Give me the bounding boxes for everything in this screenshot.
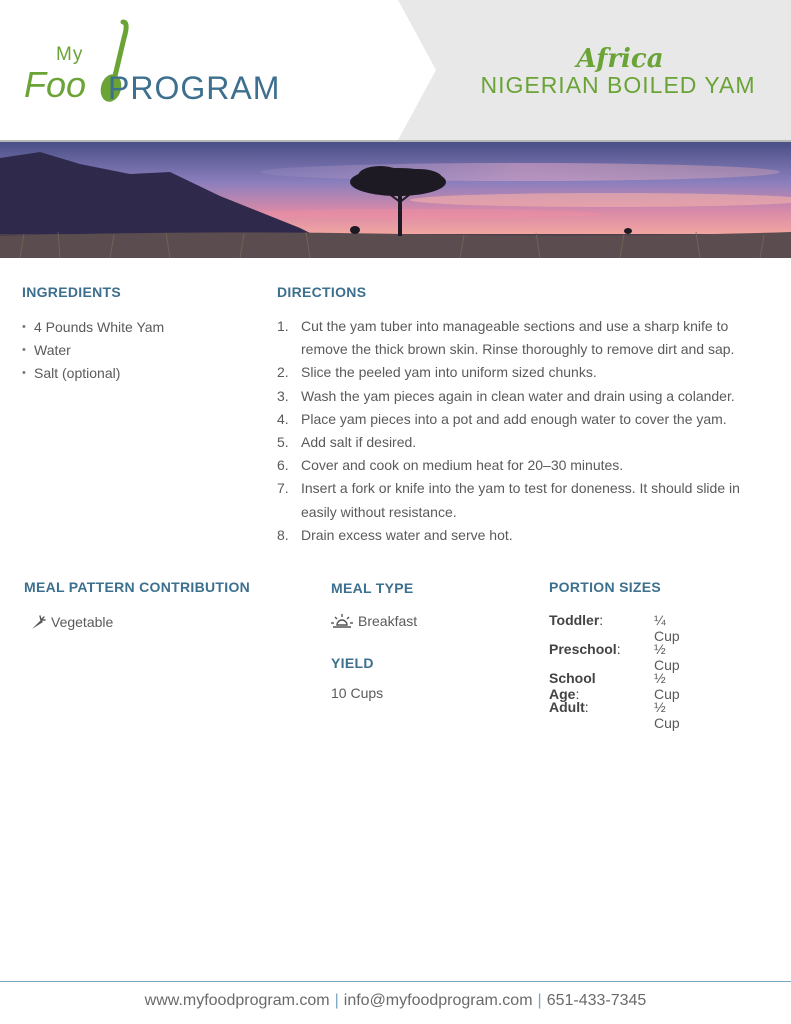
yield-heading: YIELD — [331, 655, 374, 671]
step-text: Place yam pieces into a pot and add enough water to cover the yam. — [301, 410, 727, 427]
step-number: 3. — [277, 387, 289, 404]
phone-number[interactable]: 651-433-7345 — [546, 992, 647, 1009]
meal-type-heading: MEAL TYPE — [331, 580, 414, 596]
portion-sizes-heading: PORTION SIZES — [549, 579, 662, 595]
region-label: Africa — [576, 44, 664, 74]
portion-value: ¼ Cup — [654, 612, 680, 644]
step-number: 7. — [277, 480, 289, 497]
meal-type-item — [331, 613, 417, 629]
step-text: Insert a fork or knife into the yam to test for doneness. It should slide in easily without resistance. — [301, 480, 740, 520]
ingredient-item: • Water — [22, 339, 252, 362]
logo-my-text: My — [56, 44, 84, 65]
email-link[interactable]: info@myfoodprogram.com — [343, 992, 533, 1009]
step-text: Slice the peeled yam into uniform sized chunks. — [301, 364, 597, 381]
step-number: 4. — [277, 410, 289, 427]
meal-pattern-item — [30, 614, 113, 630]
ingredient-item: • Salt (optional) — [22, 362, 252, 385]
footer-separator: | — [537, 992, 542, 1009]
direction-step — [277, 408, 777, 431]
carrot-icon — [30, 614, 46, 630]
website-link[interactable]: www.myfoodprogram.com — [144, 992, 330, 1009]
footer-divider — [0, 981, 791, 982]
ingredients-list — [22, 316, 252, 385]
portion-label: Toddler: — [549, 612, 604, 628]
portion-label: Preschool: — [549, 641, 621, 657]
my-food-program-logo[interactable] — [20, 18, 320, 118]
savanna-sunset-banner — [0, 142, 791, 258]
step-number: 8. — [277, 526, 289, 543]
step-number: 1. — [277, 318, 289, 334]
meal-pattern-heading: MEAL PATTERN CONTRIBUTION — [24, 579, 251, 595]
ingredient-item: • 4 Pounds White Yam — [22, 316, 252, 339]
portion-label: School Age: — [549, 670, 596, 702]
footer-contact — [0, 992, 791, 1010]
step-number: 6. — [277, 457, 289, 474]
step-text: Wash the yam pieces again in clean water and drain using a colander. — [301, 387, 735, 404]
step-number: 2. — [277, 364, 289, 381]
yield-value: 10 Cups — [331, 685, 384, 701]
portion-value: ½ Cup — [654, 699, 680, 731]
step-text: Add salt if desired. — [301, 434, 417, 451]
directions-heading: DIRECTIONS — [277, 284, 367, 300]
directions-list — [277, 315, 777, 547]
direction-step — [277, 385, 777, 408]
portion-label: Adult: — [549, 699, 589, 715]
step-text: Cut the yam tuber into manageable sections and use a sharp knife to remove the thick brown skin. Rinse thoroughly to remove dirt and sap. — [301, 318, 735, 358]
step-number: 5. — [277, 434, 289, 451]
meal-type-label: Breakfast — [358, 613, 418, 629]
recipe-title: NIGERIAN BOILED YAM — [480, 72, 756, 98]
direction-step — [277, 431, 777, 454]
logo-food-text: Foo — [24, 64, 87, 105]
step-text: Drain excess water and serve hot. — [301, 526, 513, 543]
meal-pattern-label: Vegetable — [51, 614, 114, 630]
direction-step — [277, 477, 777, 523]
ingredients-heading: INGREDIENTS — [22, 284, 121, 300]
portion-value: ½ Cup — [654, 641, 680, 673]
direction-step — [277, 361, 777, 384]
sunrise-icon — [331, 613, 353, 629]
footer-separator: | — [334, 992, 339, 1009]
portion-value: ½ Cup — [654, 670, 680, 702]
direction-step — [277, 524, 777, 547]
direction-step — [277, 315, 777, 361]
direction-step — [277, 454, 777, 477]
step-text: Cover and cook on medium heat for 20–30 minutes. — [301, 457, 624, 474]
logo-program-text: PROGRAM — [108, 70, 281, 106]
